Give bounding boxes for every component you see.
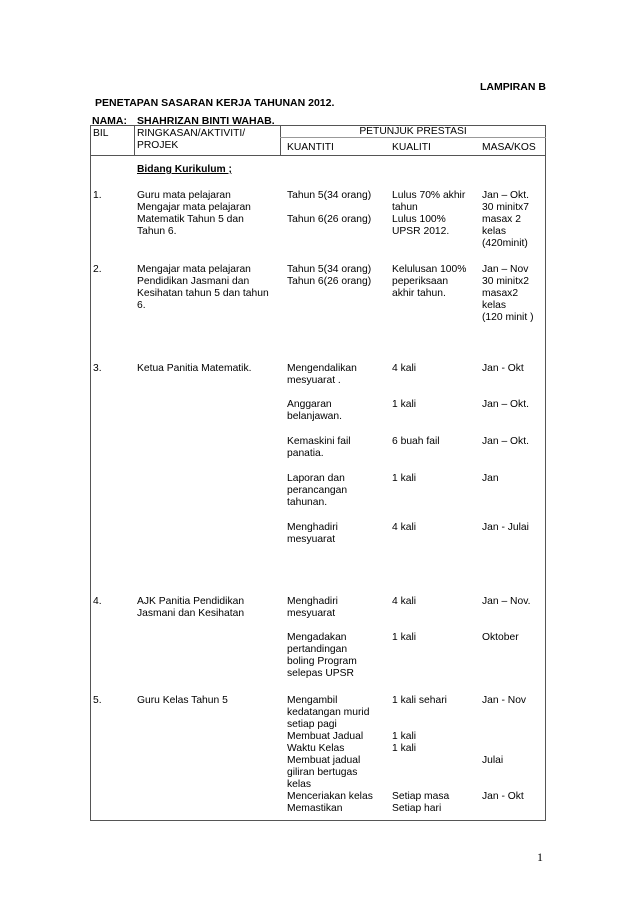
- row-3-item-2-kuantiti: Anggaran belanjawan.: [287, 399, 342, 422]
- section-heading: Bidang Kurikulum ;: [137, 164, 232, 175]
- row-5-ringkasan: Guru Kelas Tahun 5: [137, 695, 228, 706]
- row-3-item-3-masa: Jan – Okt.: [482, 436, 529, 447]
- row-3-item-2-kualiti: 1 kali: [392, 399, 417, 410]
- row-4-bil: 4.: [93, 596, 102, 607]
- row-2-kualiti: Kelulusan 100% peperiksaan akhir tahun.: [392, 264, 467, 299]
- header-bottom-rule: [90, 155, 546, 156]
- row-3-item-1-masa: Jan - Okt: [482, 363, 524, 374]
- row-1-kuantiti: Tahun 5(34 orang) Tahun 6(26 orang): [287, 190, 372, 225]
- header-masa: MASA/KOS: [482, 142, 536, 153]
- row-3-bil: 3.: [93, 363, 102, 374]
- row-3-item-5-kuantiti: Menghadiri mesyuarat: [287, 522, 338, 545]
- row-4-item-2-kuantiti: Mengadakan pertandingan boling Program selepas UPSR: [287, 632, 357, 679]
- row-3-item-2-masa: Jan – Okt.: [482, 399, 529, 410]
- row-3-ringkasan: Ketua Panitia Matematik.: [137, 363, 252, 374]
- row-3-item-4-kuantiti: Laporan dan perancangan tahunan.: [287, 473, 348, 508]
- row-5-masa: Jan - Nov Julai Jan - Okt: [482, 695, 527, 802]
- row-4-item-1-kualiti: 4 kali: [392, 596, 417, 607]
- column-divider: [134, 125, 135, 155]
- row-1-kualiti: Lulus 70% akhir tahun Lulus 100% UPSR 2012.: [392, 190, 466, 237]
- row-2-bil: 2.: [93, 264, 102, 275]
- row-4-item-2-masa: Oktober: [482, 632, 519, 643]
- row-4-item-1-masa: Jan – Nov.: [482, 596, 531, 607]
- row-3-item-5-masa: Jan - Julai: [482, 522, 529, 533]
- row-4-item-1-kuantiti: Menghadiri mesyuarat: [287, 596, 338, 619]
- name-label: NAMA:: [92, 115, 127, 127]
- row-2-kuantiti: Tahun 5(34 orang) Tahun 6(26 orang): [287, 264, 372, 287]
- row-4-item-2-kualiti: 1 kali: [392, 632, 417, 643]
- row-5-bil: 5.: [93, 695, 102, 706]
- row-3-item-4-masa: Jan: [482, 473, 499, 484]
- document-title: PENETAPAN SASARAN KERJA TAHUNAN 2012.: [95, 97, 335, 109]
- row-1-bil: 1.: [93, 190, 102, 201]
- row-3-item-1-kuantiti: Mengendalikan mesyuarat .: [287, 363, 357, 386]
- row-3-item-1-kualiti: 4 kali: [392, 363, 417, 374]
- page-number: 1: [537, 850, 543, 864]
- row-3-item-4-kualiti: 1 kali: [392, 473, 417, 484]
- header-bil: BIL: [93, 128, 109, 139]
- row-3-item-5-kualiti: 4 kali: [392, 522, 417, 533]
- appendix-label: LAMPIRAN B: [480, 81, 546, 93]
- header-ringkasan: RINGKASAN/AKTIVITI/ PROJEK: [137, 128, 246, 151]
- row-2-ringkasan: Mengajar mata pelajaran Pendidikan Jasmani dan Kesihatan tahun 5 dan tahun 6.: [137, 264, 269, 311]
- header-petunjuk: PETUNJUK PRESTASI: [359, 126, 467, 137]
- row-1-ringkasan: Guru mata pelajaran Mengajar mata pelajaran Matematik Tahun 5 dan Tahun 6.: [137, 190, 251, 237]
- row-5-kuantiti: Mengambil kedatangan murid setiap pagi Membuat Jadual Waktu Kelas Membuat jadual giliran bertugas kelas Menceriakan kelas Memastikan: [287, 695, 373, 814]
- row-3-item-3-kualiti: 6 buah fail: [392, 436, 440, 447]
- header-kuantiti: KUANTITI: [287, 142, 334, 153]
- row-1-masa: Jan – Okt. 30 minitx7 masax 2 kelas (420minit): [482, 190, 529, 249]
- row-3-item-3-kuantiti: Kemaskini fail panatia.: [287, 436, 351, 459]
- row-4-ringkasan: AJK Panitia Pendidikan Jasmani dan Kesihatan: [137, 596, 245, 619]
- header-kualiti: KUALITI: [392, 142, 431, 153]
- row-2-masa: Jan – Nov 30 minitx2 masax2 kelas (120 minit ): [482, 264, 534, 323]
- row-5-kualiti: 1 kali sehari 1 kali 1 kali Setiap masa Setiap hari: [392, 695, 450, 814]
- name-value: SHAHRIZAN BINTI WAHAB.: [137, 115, 275, 127]
